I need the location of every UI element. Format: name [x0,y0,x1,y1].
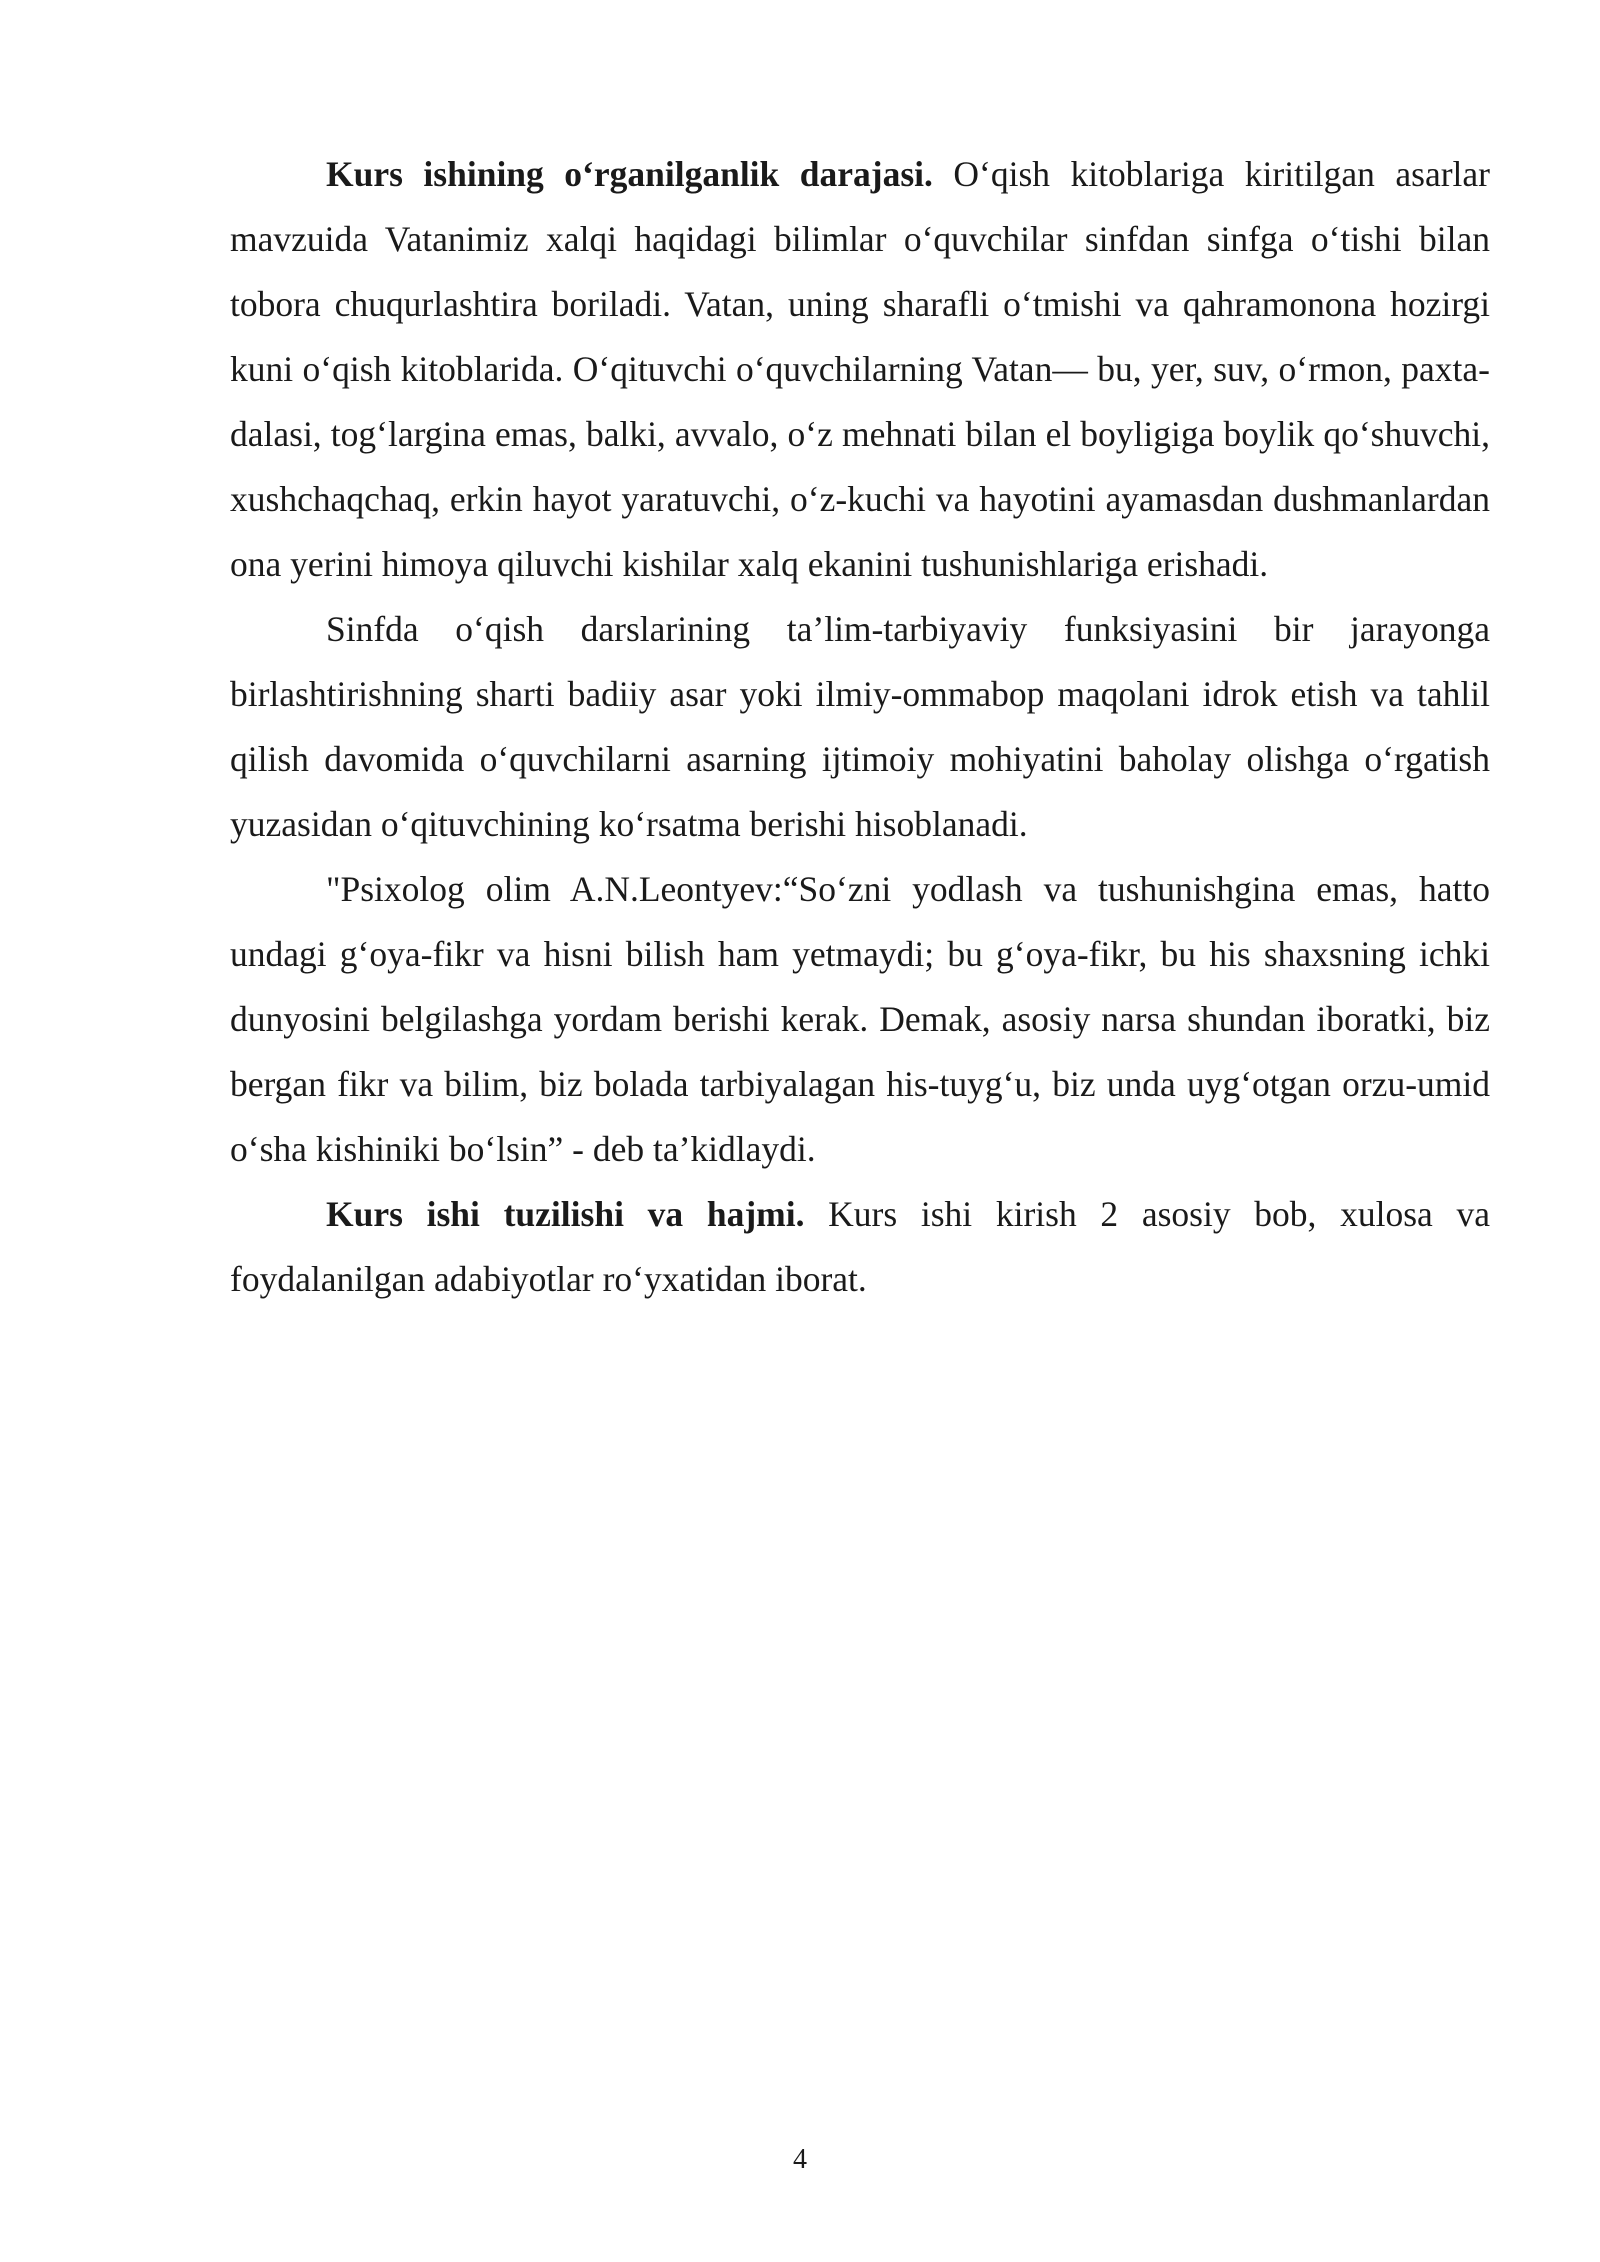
paragraph-heading: Kurs ishining o‘rganilganlik darajasi. [326,154,933,194]
paragraph-study-level [230,142,1490,597]
paragraph-reading-lessons [230,597,1490,857]
paragraph-text: Kurs ishi kirish 2 asosiy bob, xulosa va foydalanilgan adabiyotlar ro‘yxatidan iborat. [230,1194,1490,1299]
page-number: 4 [793,2144,807,2175]
paragraph-text: Sinfda o‘qish darslarining ta’lim-tarbiyaviy funksiyasini bir jarayonga birlashtirishning sharti badiiy asar yoki ilmiy-ommabop maqolani idrok etish va tahlil qilish davomida o‘quvchilarni asarning ijtimoiy mohiyatini baholay olishga o‘rgatish yuzasidan o‘qituvchining ko‘rsatma berishi hisoblanadi. [230,609,1490,844]
paragraph-structure [230,1182,1490,1312]
paragraph-leontyev-quote [230,857,1490,1182]
paragraph-text: O‘qish kitoblariga kiritilgan asarlar mavzuida Vatanimiz xalqi haqidagi bilimlar o‘quvchilar sinfdan sinfga o‘tishi bilan tobora chuqurlashtira boriladi. Vatan, uning sharafli o‘tmishi va qahramonona hozirgi kuni o‘qish kitoblarida. O‘qituvchi o‘quvchilarning Vatan— bu, yer, suv, o‘rmon, paxta-dalasi, tog‘largina emas, balki, avvalo, o‘z mehnati bilan el boyligiga boylik qo‘shuvchi, xushchaqchaq, erkin hayot yaratuvchi, o‘z-kuchi va hayotini ayamasdan dushmanlardan ona yerini himoya qiluvchi kishilar xalq ekanini tushunishlariga erishadi. [230,154,1490,584]
paragraph-heading: Kurs ishi tuzilishi va hajmi. [326,1194,805,1234]
body-text [230,142,1490,1312]
paragraph-text: "Psixolog olim A.N.Leontyev:“So‘zni yodlash va tushunishgina emas, hatto undagi g‘oya-fikr va hisni bilish ham yetmaydi; bu g‘oya-fikr, bu his shaxsning ichki dunyosini belgilashga yordam berishi kerak. Demak, asosiy narsa shundan iboratki, biz bergan fikr va bilim, biz bolada tarbiyalagan his-tuyg‘u, biz unda uyg‘otgan orzu-umid o‘sha kishiniki bo‘lsin” - deb ta’kidlaydi. [230,869,1490,1169]
